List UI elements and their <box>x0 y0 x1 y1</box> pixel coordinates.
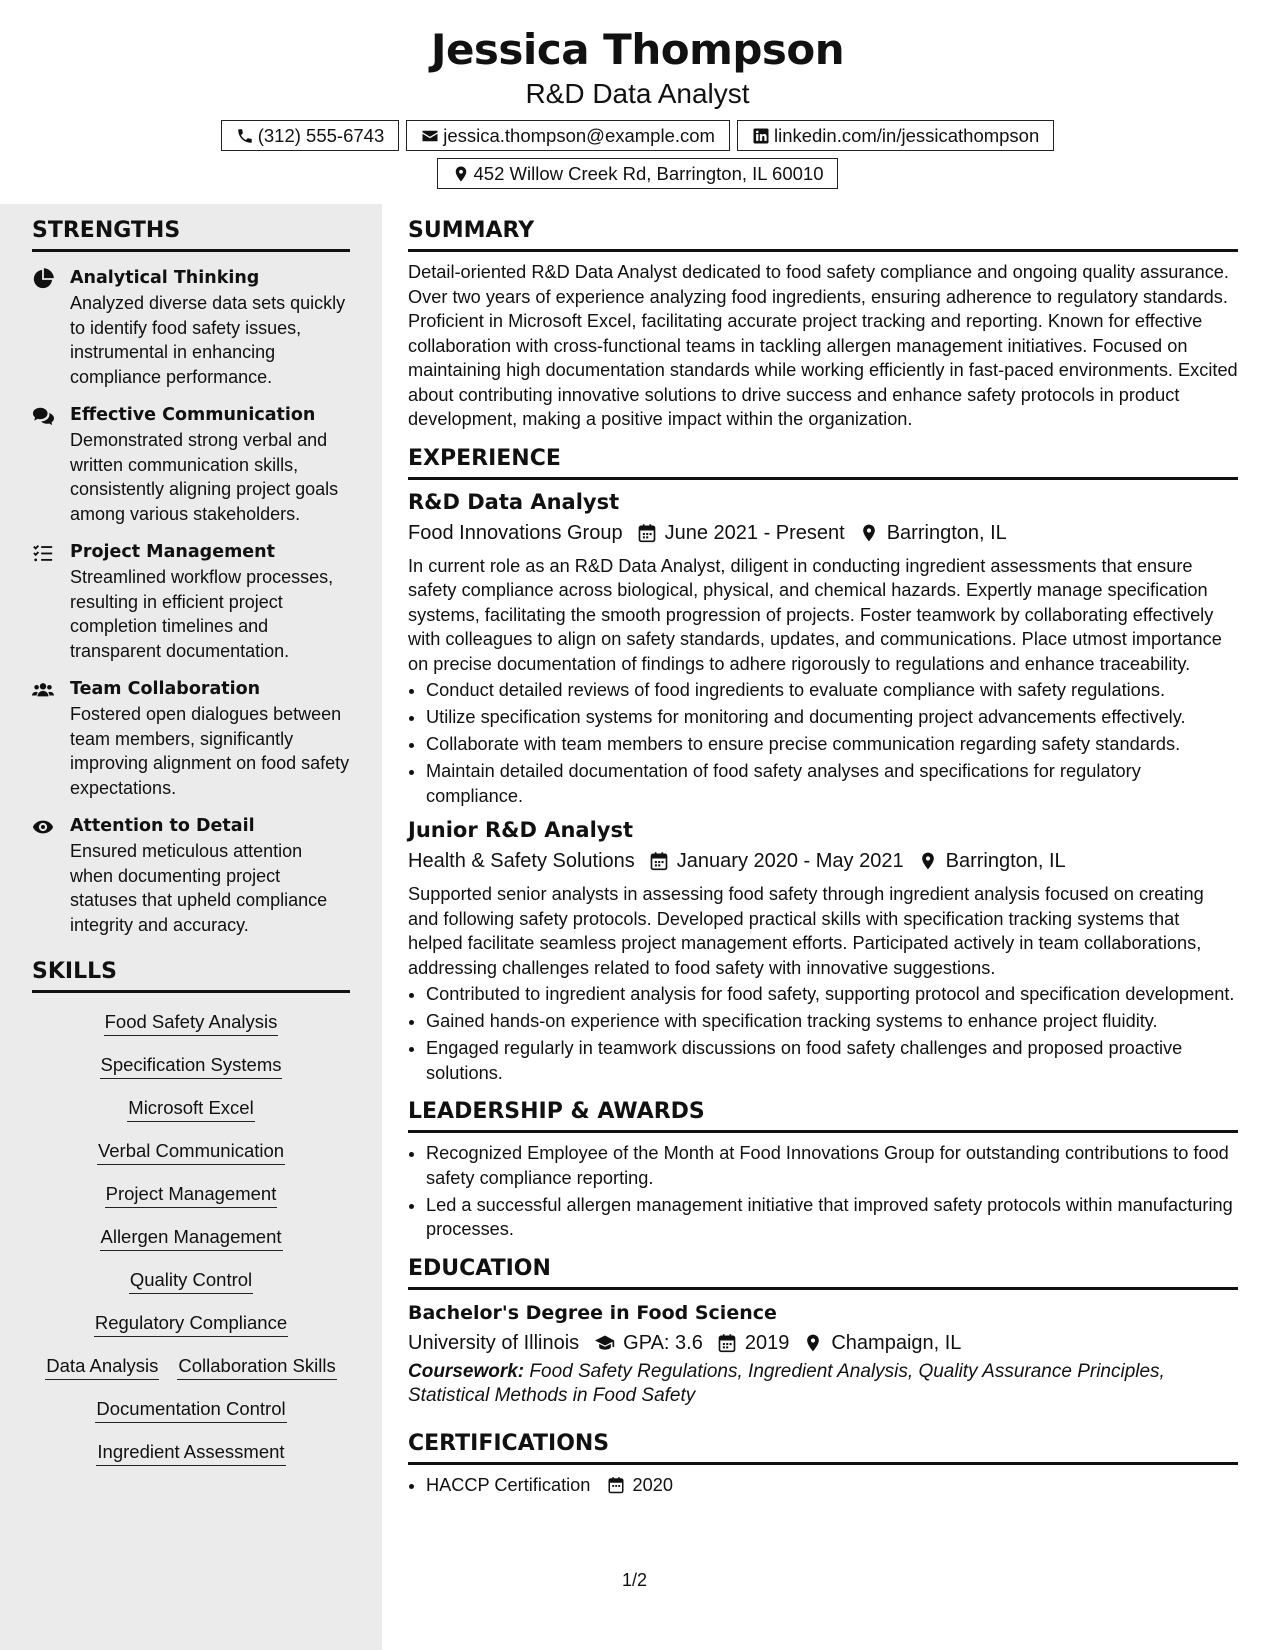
job-description: In current role as an R&D Data Analyst, diligent in conducting ingredient assessments that ensure safety compliance across biological, physical, and chemical hazards. Expertly manage specification systems, facilitating the smooth progression of projects. Foster teamwork by collaborating effectively with colleagues to align on safety standards, updates, and communications. Place utmost importance on precise documentation of findings to adhere rigorously to regulations and enhance traceability. <box>408 555 1222 674</box>
graduation-cap-icon <box>593 1333 617 1353</box>
linkedin-icon <box>752 127 770 145</box>
skill-tag: Microsoft Excel <box>127 1095 254 1122</box>
job-bullet: • Collaborate with team members to ensure precise communication regarding safety standards. <box>426 732 1238 757</box>
certification-item <box>426 1473 1238 1498</box>
job-entry <box>408 488 1238 809</box>
education-location: Champaign, IL <box>831 1331 962 1354</box>
strength-desc: Streamlined workflow processes, resulting in efficient project completion timelines and transparent documentation. <box>70 567 334 661</box>
calendar-icon <box>649 851 669 871</box>
linkedin-chip[interactable] <box>737 120 1054 151</box>
strength-desc: Analyzed diverse data sets quickly to identify food safety issues, instrumental in enhancing compliance performance. <box>70 293 346 387</box>
summary-title: SUMMARY <box>408 218 1238 252</box>
job-dates: June 2021 - Present <box>664 521 845 544</box>
map-marker-icon <box>859 523 879 543</box>
job-entry <box>408 816 1238 1085</box>
skill-tag: Ingredient Assessment <box>96 1439 285 1466</box>
strength-desc: Ensured meticulous attention when documenting project statuses that upheld compliance integrity and accuracy. <box>70 841 328 935</box>
job-company: Health & Safety Solutions <box>408 850 635 872</box>
strength-item <box>32 540 350 663</box>
strength-title: Attention to Detail <box>70 816 255 836</box>
strength-title: Project Management <box>70 542 275 562</box>
skill-tag: Food Safety Analysis <box>104 1009 279 1036</box>
coursework-text: Food Safety Regulations, Ingredient Analysis, Quality Assurance Principles, Statistical Methods in Food Safety <box>408 1360 1165 1406</box>
strength-title: Team Collaboration <box>70 679 261 699</box>
users-icon <box>32 679 54 701</box>
main-column <box>408 204 1238 1500</box>
email-chip[interactable] <box>406 120 730 151</box>
certification-year: 2020 <box>632 1474 674 1495</box>
job-bullet: • Gained hands-on experience with specification tracking systems to enhance project fluidity. <box>426 1009 1238 1034</box>
candidate-role: R&D Data Analyst <box>525 78 750 109</box>
pie-chart-icon <box>32 268 54 290</box>
strength-title: Analytical Thinking <box>70 268 260 288</box>
job-location: Barrington, IL <box>886 521 1007 544</box>
map-marker-icon <box>918 851 938 871</box>
job-title: Junior R&D Analyst <box>408 818 634 842</box>
calendar-icon <box>607 1476 625 1494</box>
envelope-icon <box>421 127 439 145</box>
job-bullet: • Engaged regularly in teamwork discussions on food safety challenges and proposed proactive solutions. <box>426 1036 1238 1085</box>
job-bullet: • Contributed to ingredient analysis for food safety, supporting protocol and specification development. <box>426 982 1238 1007</box>
strength-item <box>32 266 350 389</box>
leadership-item: • Recognized Employee of the Month at Food Innovations Group for outstanding contributions to food safety compliance reporting. <box>426 1141 1238 1190</box>
tasks-icon <box>32 542 54 564</box>
certifications-title: CERTIFICATIONS <box>408 1431 1238 1465</box>
job-meta <box>408 518 1238 548</box>
calendar-icon <box>637 523 657 543</box>
certification-name: HACCP Certification <box>426 1474 591 1495</box>
skill-tag: Specification Systems <box>100 1052 283 1079</box>
skill-tag: Allergen Management <box>100 1224 283 1251</box>
gpa: GPA: 3.6 <box>623 1331 703 1354</box>
job-location: Barrington, IL <box>945 850 1066 872</box>
skill-tag: Documentation Control <box>95 1396 286 1423</box>
strength-item <box>32 677 350 800</box>
strength-desc: Fostered open dialogues between team members, significantly improving alignment on food safety expectations. <box>70 704 350 798</box>
map-marker-icon <box>452 165 470 183</box>
degree: Bachelor's Degree in Food Science <box>408 1301 777 1324</box>
skill-tag: Collaboration Skills <box>177 1353 336 1380</box>
education-title: EDUCATION <box>408 1256 1238 1290</box>
job-bullet: • Maintain detailed documentation of food safety analyses and specifications for regulatory compliance. <box>426 759 1238 808</box>
leadership-title: LEADERSHIP & AWARDS <box>408 1099 1238 1133</box>
strengths-section <box>32 218 350 1466</box>
school: University of Illinois <box>408 1331 580 1354</box>
job-meta <box>408 846 1238 876</box>
map-marker-icon <box>803 1333 823 1353</box>
education-meta <box>408 1328 1238 1358</box>
email-text: jessica.thompson@example.com <box>443 124 715 146</box>
strength-title: Effective Communication <box>70 405 316 425</box>
job-bullet: • Utilize specification systems for monitoring and documenting project advancements effectively. <box>426 705 1238 730</box>
contact-row <box>0 120 1275 151</box>
page-number: 1/2 <box>622 1570 648 1590</box>
address-text: 452 Willow Creek Rd, Barrington, IL 60010 <box>473 162 824 184</box>
job-bullets <box>408 678 1238 808</box>
leadership-item: • Led a successful allergen management initiative that improved safety protocols within manufacturing processes. <box>426 1193 1238 1242</box>
coursework-label: Coursework: <box>408 1360 525 1382</box>
graduation-year: 2019 <box>744 1331 790 1354</box>
eye-icon <box>32 816 54 838</box>
strength-item <box>32 403 350 526</box>
skill-tag: Quality Control <box>129 1267 253 1294</box>
strengths-title: STRENGTHS <box>32 218 350 252</box>
coursework <box>408 1360 1238 1409</box>
summary-text: Detail-oriented R&D Data Analyst dedicated to food safety compliance and ongoing quality assurance. Over two years of experience analyzing food ingredients, ensuring adherence to regulatory standards. Proficient in Microsoft Excel, facilitating accurate project tracking and reporting. Known for effective collaboration with cross-functional teams in tackling allergen management initiatives. Focused on maintaining high documentation standards while working efficiently in fast-paced environments. Excited about contributing innovative solutions to drive success and enhance safety protocols in product development, making a positive impact within the organization. <box>408 262 1238 429</box>
strength-desc: Demonstrated strong verbal and written communication skills, consistently aligning project goals among various stakeholders. <box>70 430 339 524</box>
leadership-list <box>408 1141 1238 1242</box>
strength-item <box>32 814 350 937</box>
job-company: Food Innovations Group <box>408 521 623 544</box>
candidate-name: Jessica Thompson <box>430 25 845 74</box>
skill-tag: Data Analysis <box>45 1353 159 1380</box>
job-bullets <box>408 982 1238 1085</box>
skills-list <box>32 1009 350 1466</box>
address-chip[interactable] <box>437 158 839 189</box>
resume-header <box>0 0 1275 189</box>
linkedin-text: linkedin.com/in/jessicathompson <box>773 124 1040 146</box>
phone-chip[interactable] <box>221 120 400 151</box>
sidebar <box>0 204 382 1650</box>
job-title: R&D Data Analyst <box>408 489 620 514</box>
skill-tag: Verbal Communication <box>97 1138 285 1165</box>
certifications-list <box>408 1473 1238 1498</box>
job-bullet: • Conduct detailed reviews of food ingredients to evaluate compliance with safety regulations. <box>426 678 1238 703</box>
phone-icon <box>236 127 254 145</box>
skill-tag: Regulatory Compliance <box>94 1310 288 1337</box>
comments-icon <box>32 405 54 427</box>
job-description: Supported senior analysts in assessing food safety through ingredient analysis focused on creating and following safety protocols. Developed practical skills with specification tracking systems that helped facilitate seamless project management efforts. Participated actively in team collaborations, addressing challenges related to food safety with innovative suggestions. <box>408 884 1204 978</box>
education-entry <box>408 1300 1238 1409</box>
skills-title: SKILLS <box>32 959 350 993</box>
job-dates: January 2020 - May 2021 <box>676 850 904 872</box>
phone-text: (312) 555-6743 <box>257 124 385 146</box>
calendar-icon <box>717 1333 737 1353</box>
skill-tag: Project Management <box>105 1181 278 1208</box>
contact-row-2 <box>0 158 1275 189</box>
experience-title: EXPERIENCE <box>408 446 1238 480</box>
